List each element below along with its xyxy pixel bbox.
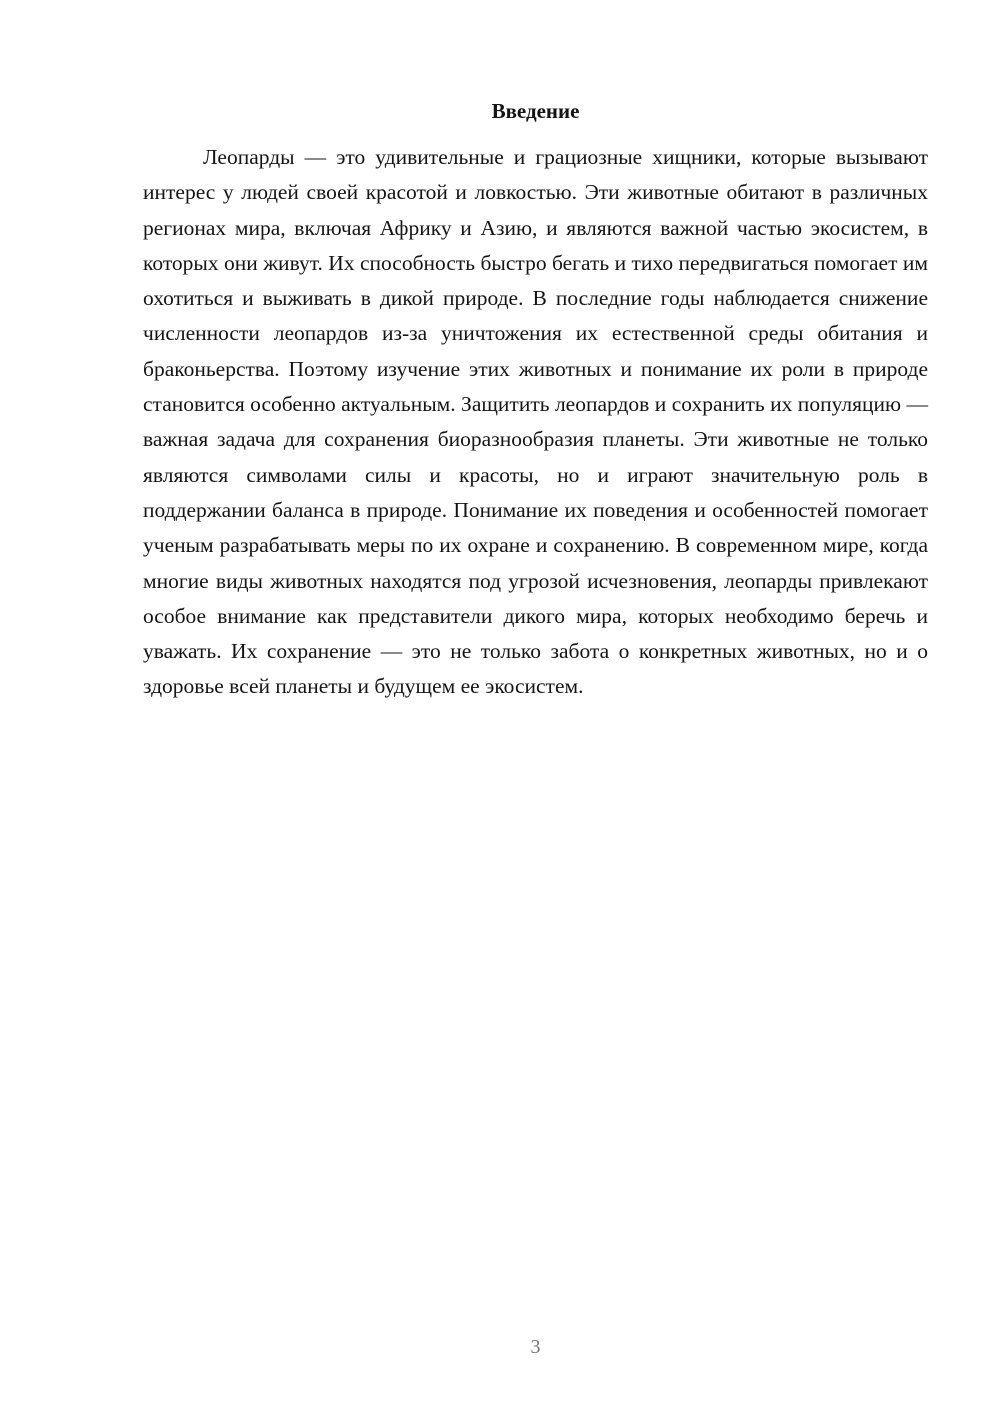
section-heading: Введение	[491, 99, 580, 123]
body-paragraph: Леопарды — это удивительные и грациозные хищники, которые вызывают интерес у людей своей красотой и ловкостью. Эти животные обитают в различных регионах мира, включая Африку и Азию, и являются важной частью экосистем, в которых они живут. Их способность быстро бегать и тихо передвигаться помогает им охотиться и выживать в дикой природе. В последние годы наблюдается снижение численности леопардов из-за уничтожения их естественной среды обитания и браконьерства. Поэтому изучение этих животных и понимание их роли в природе становится особенно актуальным. Защитить леопардов и сохранить их популяцию — важная задача для сохранения биоразнообразия планеты. Эти животные не только являются символами силы и красоты, но и играют значительную роль в поддержании баланса в природе. Понимание их поведения и особенностей помогает ученым разрабатывать меры по их охране и сохранению. В современном мире, когда многие виды животных находятся под угрозой исчезновения, леопарды привлекают особое внимание как представители дикого мира, которых необходимо беречь и уважать. Их сохранение — это не только забота о конкретных животных, но и о здоровье всей планеты и будущем ее экосистем.	[143, 145, 928, 699]
page-number: 3	[530, 1336, 541, 1358]
